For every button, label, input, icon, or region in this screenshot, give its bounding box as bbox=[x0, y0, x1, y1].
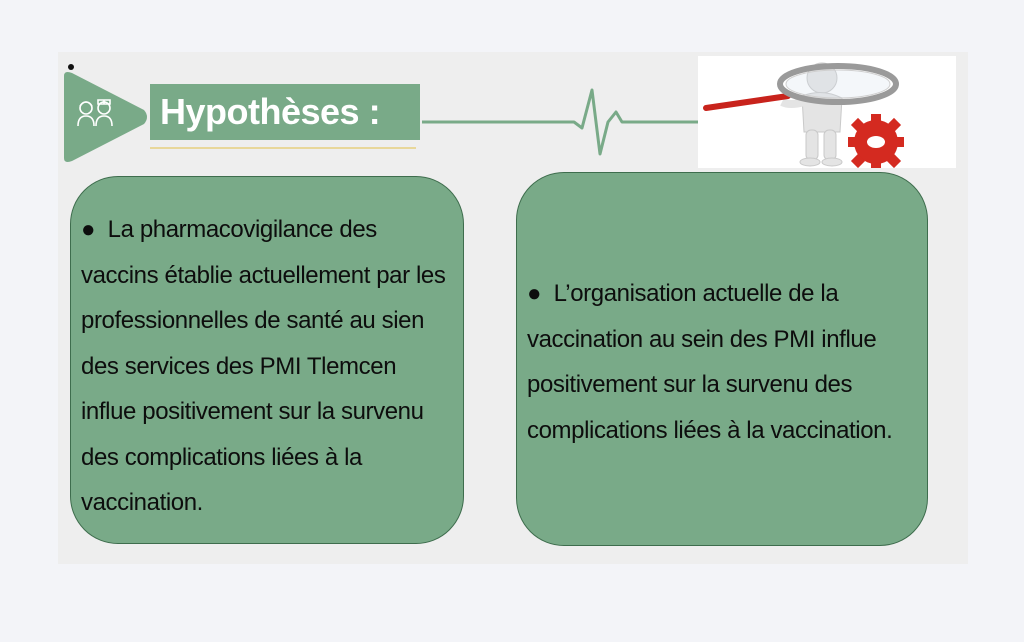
bullet-glyph: ● bbox=[81, 216, 96, 243]
hypothesis-card-2 bbox=[516, 172, 928, 546]
red-gear-icon bbox=[848, 114, 904, 168]
magnifier-figure-illustration bbox=[698, 56, 956, 168]
hypothesis-text-1: ● La pharmacovigilance des vaccins établie actuellement par les professionnelles de santé au sien des services des PMI Tlemcen influe positivement sur la survenu des complications liées à la vaccination. bbox=[81, 216, 446, 516]
hypothesis-card-1 bbox=[70, 176, 464, 544]
hypothesis-text-2: ● L’organisation actuelle de la vaccination au sein des PMI influe positivement sur la survenu des complications liées à la vaccination. bbox=[527, 280, 893, 444]
header-badge bbox=[60, 70, 150, 164]
heartbeat-line bbox=[422, 82, 712, 162]
page-title: Hypothèses : bbox=[150, 84, 420, 140]
title-underline bbox=[150, 147, 416, 149]
slide bbox=[58, 52, 968, 564]
bullet-glyph: ● bbox=[527, 280, 542, 307]
